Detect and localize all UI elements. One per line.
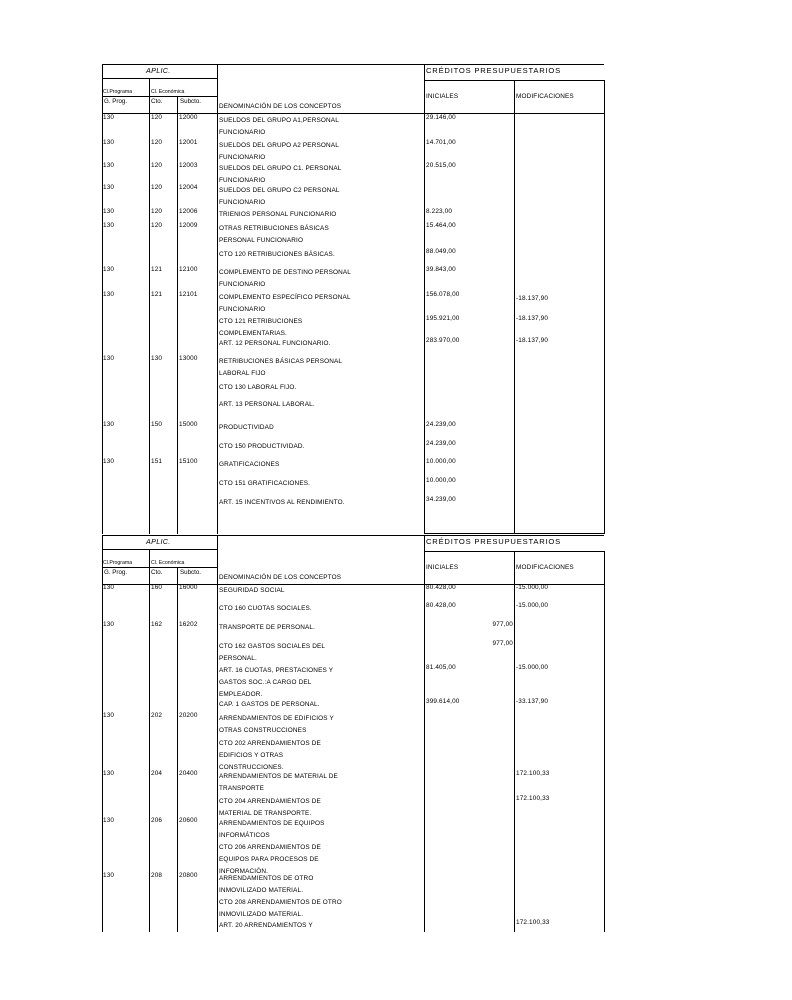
col-divider-denominacion: [217, 64, 218, 534]
creditos-heading: CRÉDITOS PRESUPUESTARIOS: [426, 537, 561, 546]
row-cto: 120: [151, 162, 163, 169]
row-description: CTO 120 RETRIBUCIONES BÁSICAS.: [219, 251, 335, 258]
row-iniciales: 156.078,00: [426, 291, 460, 298]
row-description: ART. 12 PERSONAL FUNCIONARIO.: [219, 340, 331, 347]
row-subcto: 13000: [179, 355, 198, 362]
row-prog: 130: [103, 458, 115, 465]
aplic-heading: APLIC.: [146, 66, 171, 75]
row-iniciales: 977,00: [492, 621, 513, 628]
row-iniciales: 34.239,00: [426, 496, 456, 503]
col-divider-denominacion: [217, 535, 218, 932]
row-prog: 130: [103, 712, 115, 719]
col-divider-iniciales: [424, 535, 425, 932]
row-description: CTO 121 RETRIBUCIONES: [219, 318, 303, 325]
col-divider-cto: [177, 567, 178, 932]
row-description: LABORAL FIJO: [219, 370, 266, 377]
row-description: ART. 13 PERSONAL LABORAL.: [219, 401, 315, 408]
cl-economica-label: Cl. Económica: [151, 89, 185, 95]
row-description: CTO 202 ARRENDAMIENTOS DE: [219, 740, 321, 747]
row-prog: 130: [103, 770, 115, 777]
subcto-label: Subcto.: [180, 98, 201, 105]
row-prog: 130: [103, 139, 115, 146]
row-cto: 120: [151, 184, 163, 191]
row-iniciales: 977,00: [492, 640, 513, 647]
col-divider-modificaciones: [514, 80, 515, 534]
row-description: SUELDOS DEL GRUPO C1. PERSONAL: [219, 165, 342, 172]
row-cto: 120: [151, 114, 163, 121]
row-description: COMPLEMENTARIAS.: [219, 330, 287, 337]
cl-economica-label: Cl. Económica: [151, 560, 185, 566]
row-iniciales: 24.239,00: [426, 440, 456, 447]
col-divider-programa: [149, 549, 150, 932]
row-cto: 151: [151, 458, 163, 465]
row-description: ART. 20 ARRENDAMIENTOS Y: [219, 922, 313, 929]
row-cto: 121: [151, 291, 163, 298]
col-right-border: [604, 551, 605, 932]
aplic-rule: [102, 78, 217, 79]
col-divider-programa: [149, 78, 150, 534]
row-modificaciones: 172.100,33: [516, 795, 550, 802]
row-description: FUNCIONARIO: [219, 177, 266, 184]
row-description: SUELDOS DEL GRUPO A1,PERSONAL: [219, 117, 339, 124]
aplic-rule: [102, 549, 217, 550]
row-description: CAP. 1 GASTOS DE PERSONAL.: [219, 701, 320, 708]
row-description: EQUIPOS PARA PROCESOS DE: [219, 856, 319, 863]
row-subcto: 20800: [179, 872, 198, 879]
row-modificaciones: -18.137,90: [516, 315, 549, 322]
row-subcto: 12101: [179, 291, 198, 298]
row-iniciales: 14.701,00: [426, 139, 456, 146]
row-description: INMOVILIZADO MATERIAL.: [219, 887, 304, 894]
g-prog-label: G. Prog.: [104, 98, 128, 105]
row-description: PERSONAL.: [219, 655, 257, 662]
row-modificaciones: -15.000,00: [516, 664, 549, 671]
row-description: ART. 16 CUOTAS, PRESTACIONES Y: [219, 667, 334, 674]
row-iniciales: 10.000,00: [426, 458, 456, 465]
row-iniciales: 283.970,00: [426, 337, 460, 344]
row-description: ART. 15 INCENTIVOS AL RENDIMIENTO.: [219, 499, 345, 506]
section1-bottom-rule: [424, 533, 604, 534]
row-subcto: 12001: [179, 139, 198, 146]
row-description: SUELDOS DEL GRUPO A2 PERSONAL: [219, 142, 339, 149]
row-description: GASTOS SOC.:A CARGO DEL: [219, 679, 312, 686]
row-description: COMPLEMENTO DE DESTINO PERSONAL: [219, 269, 352, 276]
row-description: TRANSPORTE DE PERSONAL.: [219, 624, 316, 631]
row-cto: 206: [151, 817, 163, 824]
row-description: SUELDOS DEL GRUPO C2 PERSONAL: [219, 187, 340, 194]
row-description: FUNCIONARIO: [219, 281, 266, 288]
row-description: CONSTRUCCIONES.: [219, 764, 284, 771]
row-description: INMOVILIZADO MATERIAL.: [219, 911, 304, 918]
row-modificaciones: -15.000,00: [516, 584, 549, 591]
row-cto: 120: [151, 139, 163, 146]
row-modificaciones: -18.137,90: [516, 295, 549, 302]
iniciales-heading: INICIALES: [426, 93, 459, 100]
row-description: PRODUCTIVIDAD: [219, 424, 274, 431]
row-iniciales: 81.405,00: [426, 664, 456, 671]
iniciales-heading: INICIALES: [426, 564, 459, 571]
modificaciones-heading: MODIFICACIONES: [516, 564, 574, 571]
row-description: CTO 150 PRODUCTIVIDAD.: [219, 443, 305, 450]
row-cto: 162: [151, 621, 163, 628]
row-iniciales: 88.049,00: [426, 248, 456, 255]
row-subcto: 20600: [179, 817, 198, 824]
row-cto: 202: [151, 712, 163, 719]
row-iniciales: 80.428,00: [426, 602, 456, 609]
row-description: INFORMACIÓN.: [219, 868, 269, 875]
row-prog: 130: [103, 355, 115, 362]
row-modificaciones: -15.000,00: [516, 602, 549, 609]
row-description: FUNCIONARIO: [219, 154, 266, 161]
row-subcto: 12004: [179, 184, 198, 191]
row-prog: 130: [103, 621, 115, 628]
row-subcto: 20200: [179, 712, 198, 719]
row-iniciales: 80.428,00: [426, 584, 456, 591]
row-description: OTRAS CONSTRUCCIONES: [219, 727, 307, 734]
col-divider-iniciales: [424, 64, 425, 534]
g-prog-label: G. Prog.: [104, 569, 128, 576]
row-description: EDIFICIOS Y OTRAS: [219, 752, 284, 759]
row-description: ARRENDAMIENTOS DE OTRO: [219, 875, 314, 882]
row-description: TRIENIOS PERSONAL FUNCIONARIO: [219, 211, 337, 218]
row-cto: 130: [151, 355, 163, 362]
row-description: FUNCIONARIO: [219, 199, 266, 206]
row-iniciales: 10.000,00: [426, 477, 456, 484]
cl-rule: [102, 567, 217, 568]
row-description: CTO 206 ARRENDAMIENTOS DE: [219, 844, 321, 851]
row-prog: 130: [103, 222, 115, 229]
row-subcto: 16202: [179, 621, 198, 628]
row-cto: 160: [151, 584, 163, 591]
row-prog: 130: [103, 114, 115, 121]
row-prog: 130: [103, 872, 115, 879]
cl-rule: [102, 96, 217, 97]
row-description: SEGURIDAD SOCIAL: [219, 587, 285, 594]
row-cto: 204: [151, 770, 163, 777]
row-cto: 150: [151, 421, 163, 428]
row-modificaciones: -33.137,90: [516, 698, 549, 705]
row-iniciales: 8.223,00: [426, 208, 453, 215]
row-description: FUNCIONARIO: [219, 129, 266, 136]
row-subcto: 12100: [179, 266, 198, 273]
row-iniciales: 20.515,00: [426, 162, 456, 169]
row-cto: 121: [151, 266, 163, 273]
row-subcto: 12006: [179, 208, 198, 215]
header-top-rule: [102, 535, 604, 536]
denominacion-heading: DENOMINACIÓN DE LOS CONCEPTOS: [219, 574, 342, 581]
cl-programa-label: Cl.Programa: [103, 89, 133, 95]
aplic-heading: APLIC.: [146, 537, 171, 546]
cto-label: Cto.: [151, 98, 163, 105]
header-top-rule: [102, 64, 604, 65]
row-subcto: 20400: [179, 770, 198, 777]
row-description: ARRENDAMIENTOS DE EQUIPOS: [219, 820, 325, 827]
subcto-label: Subcto.: [180, 569, 201, 576]
row-prog: 130: [103, 184, 115, 191]
row-modificaciones: -18.137,90: [516, 337, 549, 344]
row-description: GRATIFICACIONES: [219, 461, 280, 468]
row-prog: 130: [103, 421, 115, 428]
row-description: INFORMÁTICOS: [219, 832, 270, 839]
row-prog: 130: [103, 584, 115, 591]
cl-programa-label: Cl.Programa: [103, 560, 133, 566]
creditos-heading: CRÉDITOS PRESUPUESTARIOS: [426, 66, 561, 75]
row-prog: 130: [103, 162, 115, 169]
row-subcto: 12003: [179, 162, 198, 169]
row-prog: 130: [103, 266, 115, 273]
row-description: ARRENDAMIENTOS DE MATERIAL DE: [219, 773, 338, 780]
row-iniciales: 399.614,00: [426, 698, 460, 705]
col-divider-cto: [177, 96, 178, 534]
row-prog: 130: [103, 208, 115, 215]
col-divider-modificaciones: [514, 551, 515, 932]
row-description: ARRENDAMIENTOS DE EDIFICIOS Y: [219, 715, 334, 722]
row-subcto: 15000: [179, 421, 198, 428]
cto-label: Cto.: [151, 569, 163, 576]
row-subcto: 15100: [179, 458, 198, 465]
row-description: RETRIBUCIONES BÁSICAS PERSONAL: [219, 358, 343, 365]
row-description: TRANSPORTE: [219, 785, 265, 792]
row-description: CTO 130 LABORAL FIJO.: [219, 384, 297, 391]
row-description: OTRAS RETRIBUCIONES BÁSICAS: [219, 225, 329, 232]
row-description: EMPLEADOR.: [219, 691, 263, 698]
row-description: CTO 208 ARRENDAMIENTOS DE OTRO: [219, 899, 342, 906]
row-subcto: 16000: [179, 584, 198, 591]
row-subcto: 12009: [179, 222, 198, 229]
row-description: CTO 162 GASTOS SOCIALES DEL: [219, 643, 326, 650]
modificaciones-heading: MODIFICACIONES: [516, 93, 574, 100]
row-iniciales: 15.464,00: [426, 222, 456, 229]
row-description: CTO 160 CUOTAS SOCIALES.: [219, 605, 312, 612]
col-right-border: [604, 80, 605, 534]
row-modificaciones: 172.100,33: [516, 770, 550, 777]
row-iniciales: 195.921,00: [426, 315, 460, 322]
row-prog: 130: [103, 291, 115, 298]
row-cto: 208: [151, 872, 163, 879]
row-cto: 120: [151, 208, 163, 215]
row-description: PERSONAL FUNCIONARIO: [219, 237, 304, 244]
row-iniciales: 24.239,00: [426, 421, 456, 428]
row-description: MATERIAL DE TRANSPORTE.: [219, 810, 312, 817]
row-description: CTO 151 GRATIFICACIONES.: [219, 480, 311, 487]
row-cto: 120: [151, 222, 163, 229]
row-modificaciones: 172.100,33: [516, 919, 550, 926]
row-prog: 130: [103, 817, 115, 824]
row-description: FUNCIONARIO: [219, 306, 266, 313]
row-subcto: 12000: [179, 114, 198, 121]
row-iniciales: 29.146,00: [426, 114, 456, 121]
denominacion-heading: DENOMINACIÓN DE LOS CONCEPTOS: [219, 103, 342, 110]
row-description: CTO 204 ARRENDAMIENTOS DE: [219, 798, 321, 805]
row-iniciales: 39.843,00: [426, 266, 456, 273]
row-description: COMPLEMENTO ESPECÍFICO PERSONAL: [219, 294, 351, 301]
